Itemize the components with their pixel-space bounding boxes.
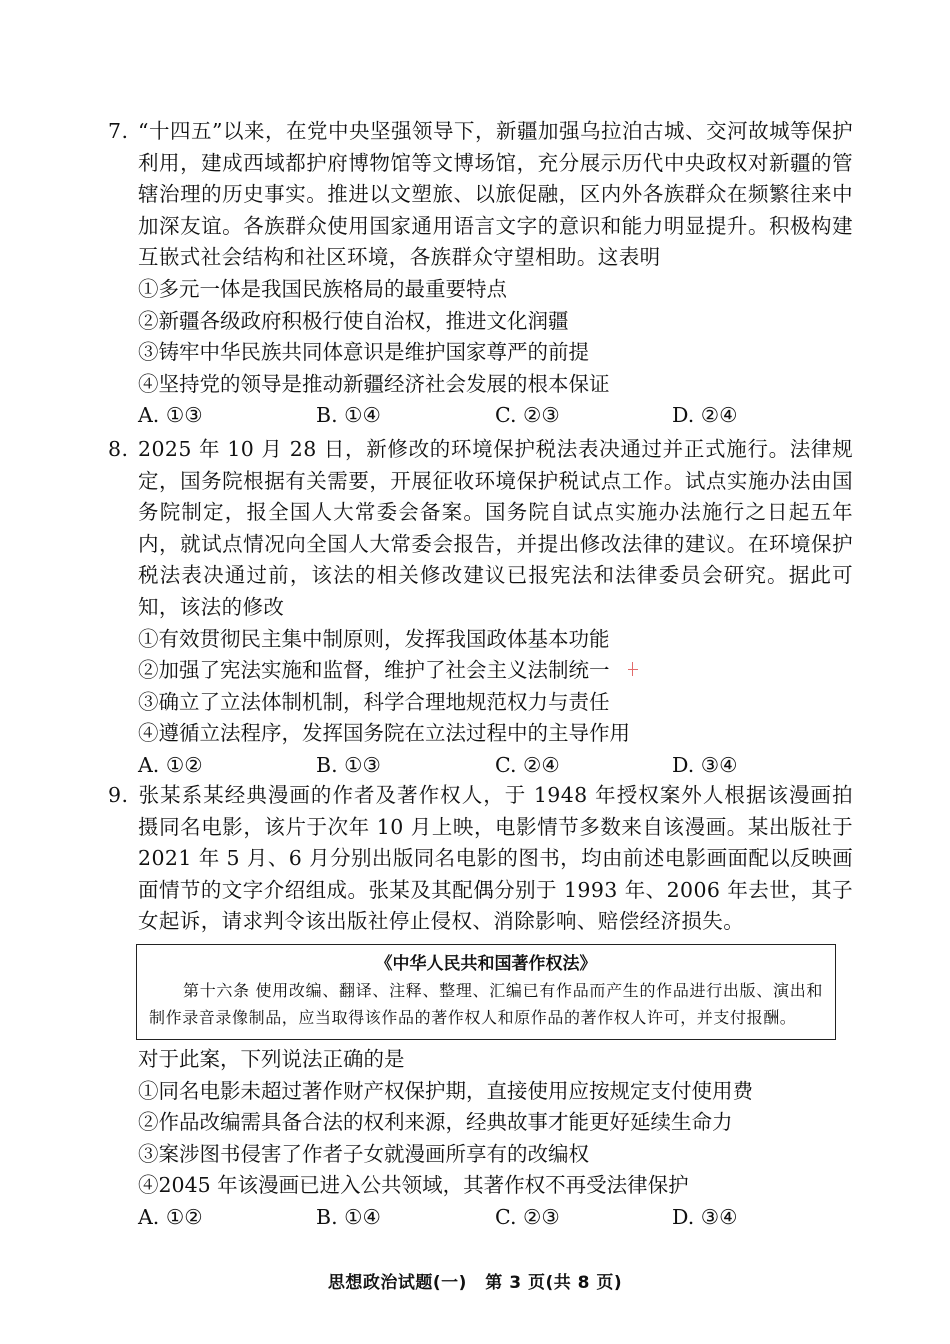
question-8-answers <box>108 750 853 782</box>
question-8-answer-b: B. ①③ <box>316 752 381 777</box>
red-pen-mark <box>628 662 638 676</box>
question-7-stem <box>108 116 853 274</box>
question-8-number: 8. <box>108 437 129 461</box>
question-7-option-4: ④坚持党的领导是推动新疆经济社会发展的根本保证 <box>138 371 610 396</box>
question-7-answers <box>108 400 853 432</box>
question-8-option-4: ④遵循立法程序，发挥国务院在立法过程中的主导作用 <box>138 721 630 746</box>
question-9-option-2: ②作品改编需具备合法的权利来源，经典故事才能更好延续生命力 <box>138 1110 733 1135</box>
question-9-option-4: ④2045 年该漫画已进入公共领域，其著作权不再受法律保护 <box>138 1173 689 1198</box>
question-8-answer-a: A. ①② <box>138 752 203 777</box>
question-7-number: 7. <box>108 119 129 143</box>
footer-page-number: 第 3 页(共 8 页) <box>485 1273 623 1293</box>
law-excerpt-box <box>136 944 836 1040</box>
question-9-text: 张某系某经典漫画的作者及著作权人，于 1948 年授权案外人根据该漫画拍摄同名电影，该片于次年 10 月上映，电影情节多数来自该漫画。某出版社于 2021 年 5 月、6 月分别出版同名电影的图书，均由前述电影画面配以反映画面情节的文字介绍组成。张某及其配偶分别于 1993 年、2006 年去世，其子女起诉，请求判令该出版社停止侵权、消除影响、赔偿经济损失。 <box>138 783 853 934</box>
question-9-prompt: 对于此案，下列说法正确的是 <box>138 1046 405 1071</box>
question-8-option-2: ②加强了宪法实施和监督，维护了社会主义法制统一 <box>138 658 610 683</box>
question-9-number: 9. <box>108 783 129 807</box>
law-article: 第十六条 使用改编、翻译、注释、整理、汇编已有作品而产生的作品进行出版、演出和制作录音录像制品，应当取得该作品的著作权人和原作品的著作权人许可，并支付报酬。 <box>149 980 823 1027</box>
question-8-option-3: ③确立了立法体制机制，科学合理地规范权力与责任 <box>138 689 610 714</box>
footer-subject: 思想政治试题(一) <box>327 1273 467 1293</box>
page-footer <box>0 1268 950 1293</box>
question-9-answer-a: A. ①② <box>138 1204 203 1229</box>
question-8-answer-d: D. ③④ <box>672 752 738 777</box>
question-9-answer-d: D. ③④ <box>672 1204 738 1229</box>
question-7-answer-b: B. ①④ <box>316 403 381 428</box>
question-9-answers <box>108 1202 853 1234</box>
question-8-text: 2025 年 10 月 28 日，新修改的环境保护税法表决通过并正式施行。法律规定，国务院根据有关需要，开展征收环境保护税试点工作。试点实施办法由国务院制定，报全国人大常委会备案。国务院自试点实施办法施行之日起五年内，就试点情况向全国人大常委会报告，并提出修改法律的建议。在环境保护税法表决通过前，该法的相关修改建议已报宪法和法律委员会研究。据此可知，该法的修改 <box>138 437 853 619</box>
question-7-option-3: ③铸牢中华民族共同体意识是维护国家尊严的前提 <box>138 340 589 365</box>
question-8-stem <box>108 434 853 624</box>
question-7-answer-d: D. ②④ <box>672 403 738 428</box>
question-7-option-1: ①多元一体是我国民族格局的最重要特点 <box>138 276 507 301</box>
question-9-option-1: ①同名电影未超过著作财产权保护期，直接使用应按规定支付使用费 <box>138 1078 753 1103</box>
question-7-text: “十四五”以来，在党中央坚强领导下，新疆加强乌拉泊古城、交河故城等保护利用，建成西域都护府博物馆等文博场馆，充分展示历代中央政权对新疆的管辖治理的历史事实。推进以文塑旅、以旅促融，区内外各族群众在频繁往来中加深友谊。各族群众使用国家通用语言文字的意识和能力明显提升。积极构建互嵌式社会结构和社区环境，各族群众守望相助。这表明 <box>138 119 853 270</box>
question-7-option-2: ②新疆各级政府积极行使自治权，推进文化润疆 <box>138 308 569 333</box>
question-8-answer-c: C. ②④ <box>495 752 560 777</box>
question-8-option-1: ①有效贯彻民主集中制原则，发挥我国政体基本功能 <box>138 626 610 651</box>
question-9-option-3: ③案涉图书侵害了作者子女就漫画所享有的改编权 <box>138 1141 589 1166</box>
law-title: 《中华人民共和国著作权法》 <box>375 953 597 974</box>
question-9-answer-c: C. ②③ <box>495 1204 560 1229</box>
question-9-stem <box>108 780 853 938</box>
question-7-answer-c: C. ②③ <box>495 403 560 428</box>
question-8 <box>108 434 853 782</box>
question-9 <box>108 780 853 1234</box>
question-7-answer-a: A. ①③ <box>138 403 203 428</box>
question-7 <box>108 116 853 432</box>
question-9-answer-b: B. ①④ <box>316 1204 381 1229</box>
